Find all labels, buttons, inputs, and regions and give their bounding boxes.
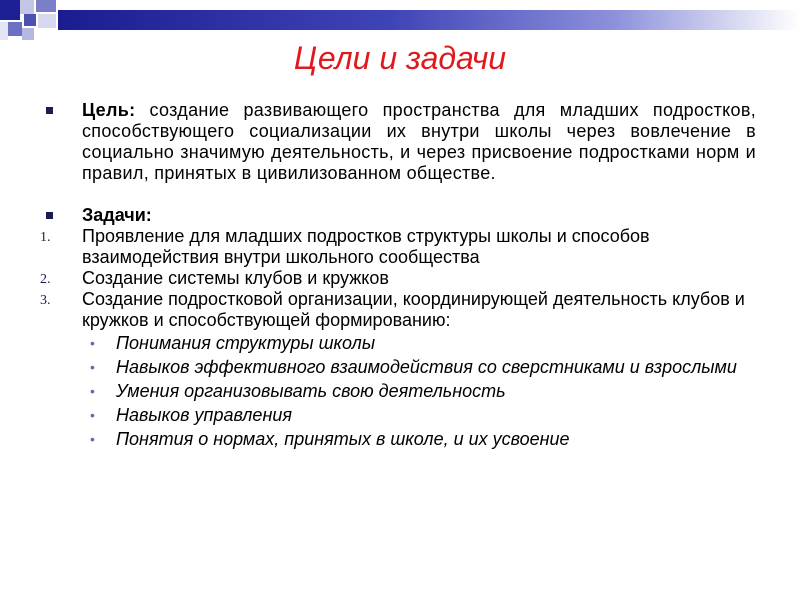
- deco-square: [38, 14, 56, 28]
- square-bullet-icon: [46, 212, 53, 219]
- goal-text: создание развивающего пространства для младших подростков, способствующего социализации их внутри школы через вовлечение в социально значимую деятельность, и через присвоение подростками норм и правил, принятых в цивилизованном обществе.: [82, 100, 756, 183]
- deco-square: [0, 22, 8, 40]
- task-text: Создание системы клубов и кружков: [82, 268, 389, 288]
- task-item: [40, 226, 756, 268]
- dot-bullet-icon: •: [90, 383, 95, 399]
- deco-square: [0, 0, 20, 20]
- sub-item: • Понимания структуры школы: [90, 333, 376, 353]
- deco-square: [24, 14, 36, 26]
- tasks-heading: [40, 205, 756, 226]
- sub-item: • Умения организовывать свою деятельность: [90, 381, 506, 401]
- slide-title: Цели и задачи: [293, 40, 507, 76]
- deco-square: [20, 0, 34, 14]
- goal-item: [40, 100, 756, 184]
- sub-item: • Навыков управления: [90, 405, 292, 425]
- task-number: 2.: [40, 272, 51, 287]
- task-item: [40, 289, 756, 331]
- task-item: [40, 268, 756, 289]
- sub-item: • Понятия о нормах, принятых в школе, и их усвоение: [90, 429, 570, 449]
- deco-square: [36, 0, 56, 12]
- deco-square: [22, 28, 34, 40]
- dot-bullet-icon: •: [90, 335, 95, 351]
- dot-bullet-icon: •: [90, 407, 95, 423]
- task-text: Создание подростковой организации, координирующей деятельность клубов и кружков и способствующей формированию:: [82, 289, 745, 330]
- dot-bullet-icon: •: [90, 431, 95, 447]
- task-number: 3.: [40, 293, 51, 308]
- top-gradient-bar: [58, 10, 800, 30]
- square-bullet-icon: [46, 107, 53, 114]
- sub-item: • Навыков эффективного взаимодействия со сверстниками и взрослыми: [90, 357, 737, 377]
- slide-body: [40, 100, 756, 450]
- dot-bullet-icon: •: [90, 359, 95, 375]
- task-text: Проявление для младших подростков структуры школы и способов взаимодействия внутри школьного сообщества: [82, 226, 650, 267]
- goal-label: Цель:: [82, 100, 136, 120]
- tasks-label: Задачи:: [82, 205, 152, 225]
- task-number: 1.: [40, 230, 51, 245]
- deco-square: [8, 22, 22, 36]
